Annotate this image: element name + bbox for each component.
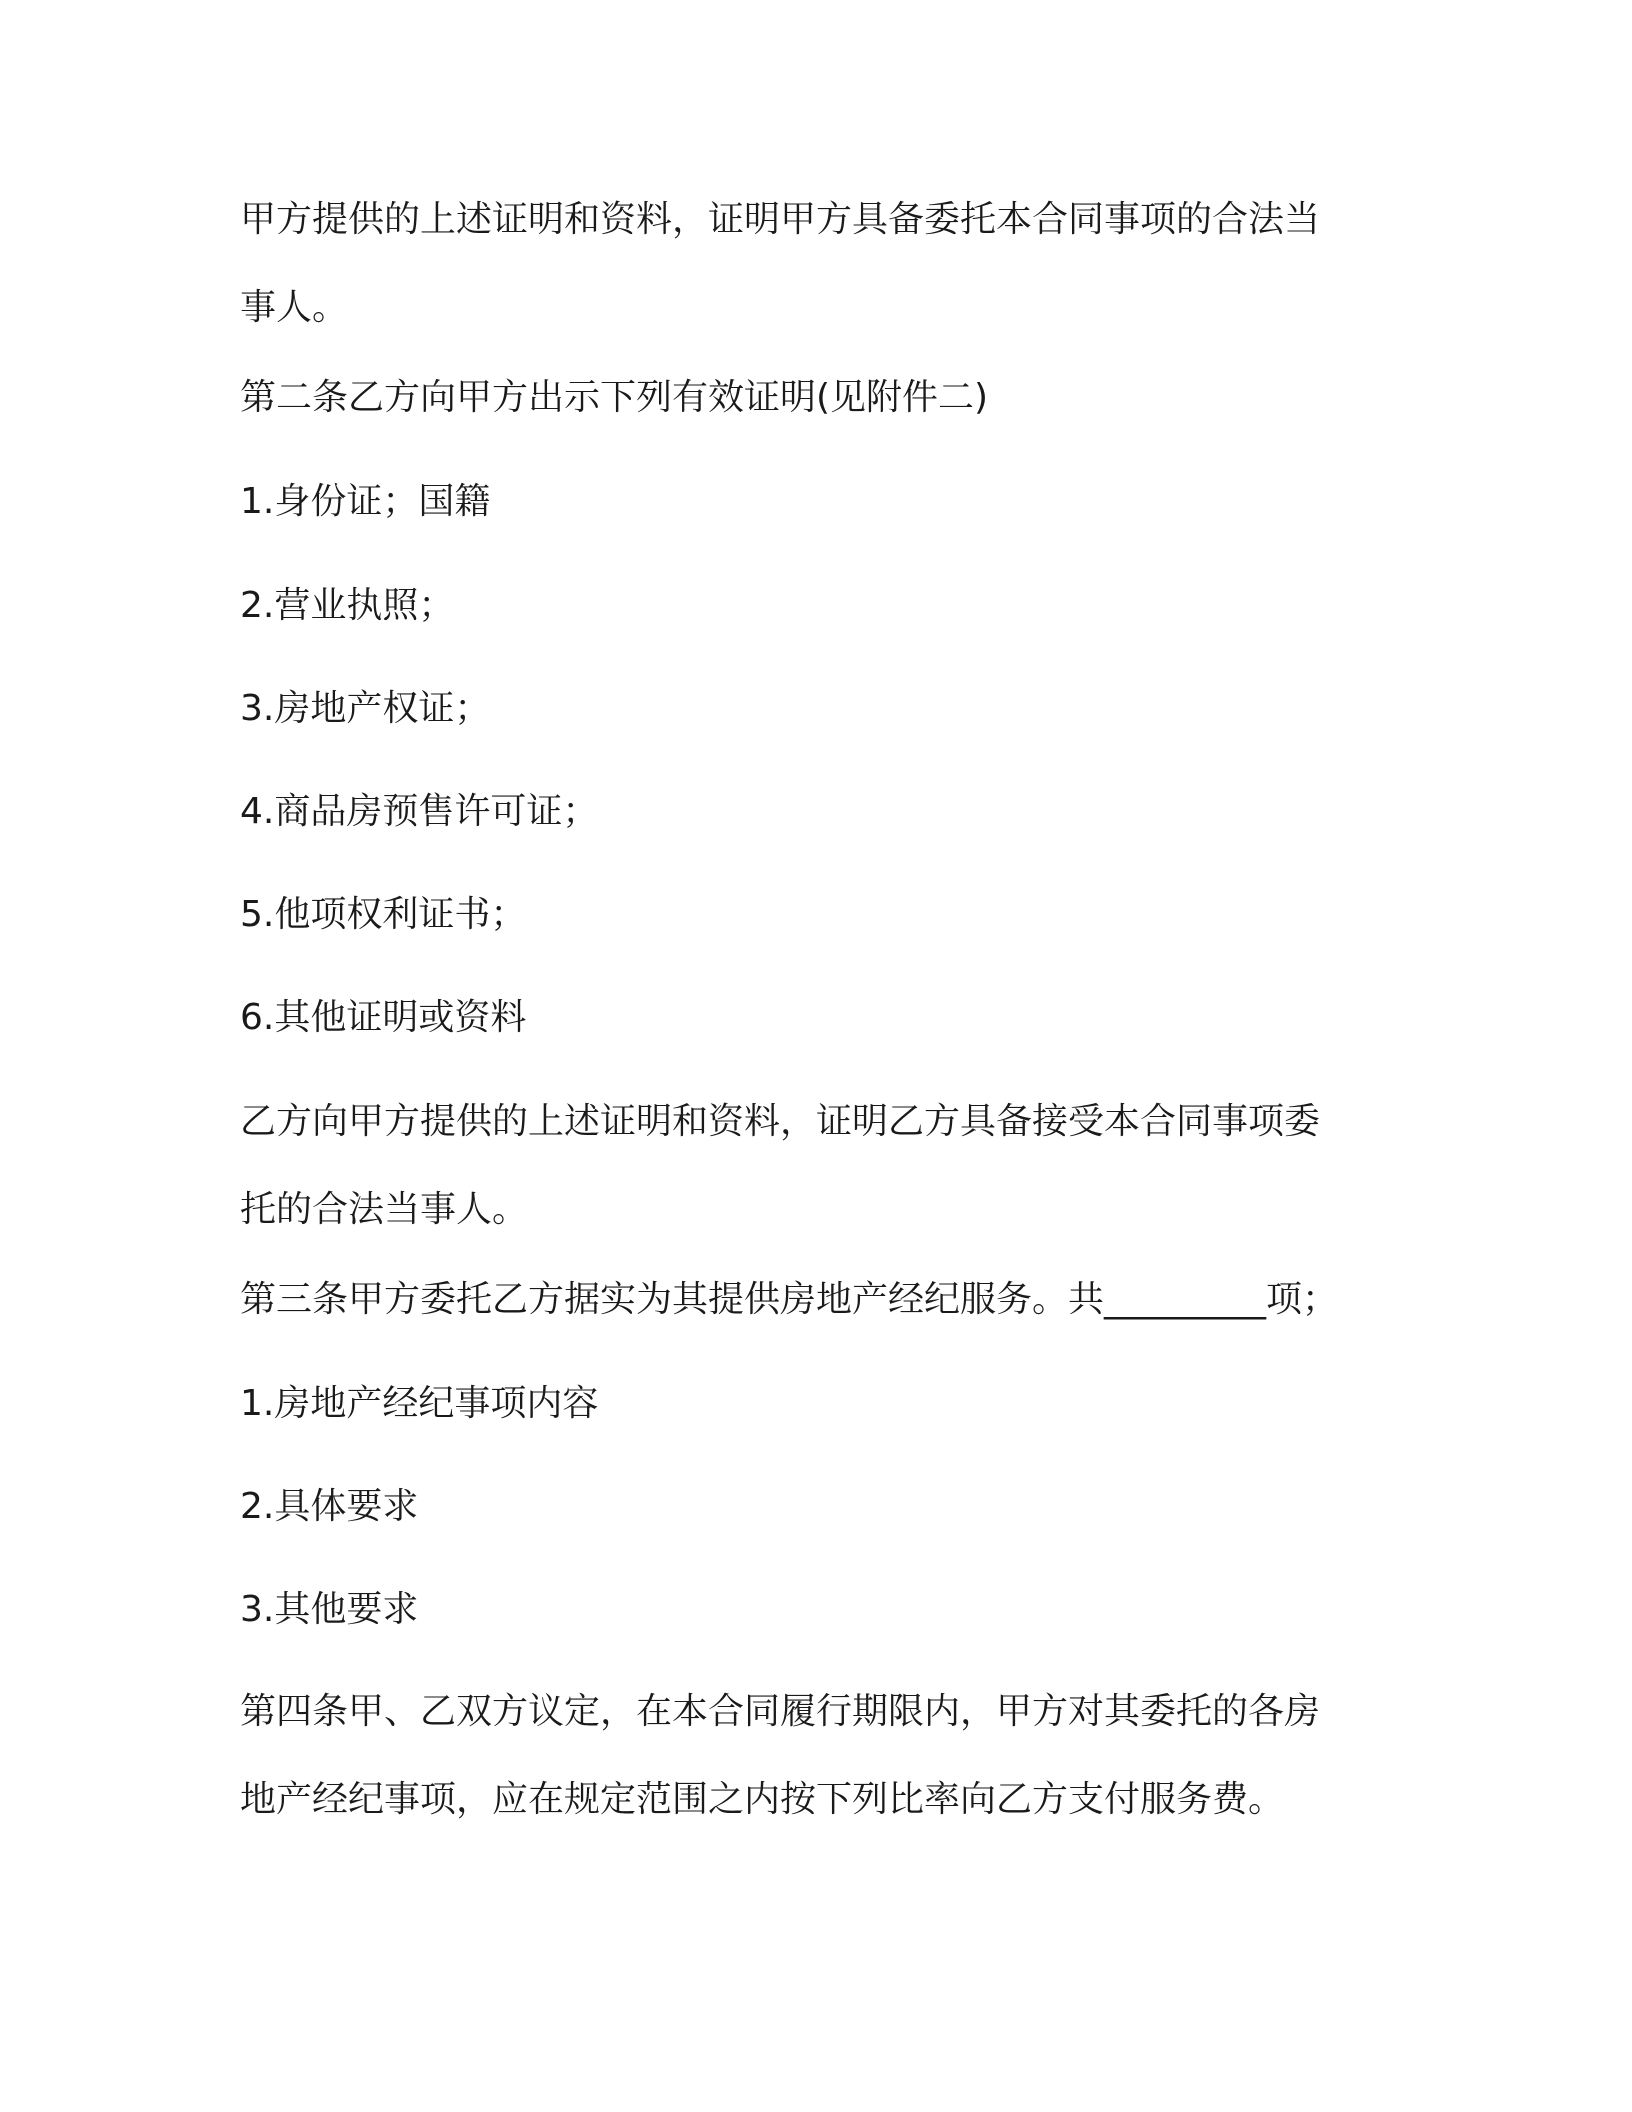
text-line: 5.他项权利证书； [240,894,527,935]
text-line: 6.其他证明或资料 [240,997,527,1038]
list-item-id-card [240,458,1390,546]
article-3-heading [240,1256,1390,1344]
text-line: 1.房地产经纪事项内容 [240,1383,599,1424]
list-item-property-certificate [240,665,1390,753]
text-line: 4.商品房预售许可证； [240,791,599,832]
text-line: 1.身份证；国籍 [240,481,491,522]
text-line: 乙方向甲方提供的上述证明和资料，证明乙方具备接受本合同事项委 [240,1101,1321,1142]
text-line: 3.房地产权证； [240,688,491,729]
list-item-brokerage-content [240,1360,1390,1448]
paragraph-party-b-qualification [240,1078,1390,1254]
text-line: 托的合法当事人。 [240,1189,529,1230]
text-line: 第二条乙方向甲方出示下列有效证明(见附件二) [240,377,989,418]
paragraph-party-a-qualification [240,176,1390,352]
list-item-presale-permit [240,768,1390,856]
text-line: 第三条甲方委托乙方据实为其提供房地产经纪服务。共_________项； [240,1279,1339,1320]
text-line: 3.其他要求 [240,1589,419,1630]
text-line: 2.营业执照； [240,585,455,626]
list-item-other-documents [240,974,1390,1062]
text-line: 甲方提供的上述证明和资料，证明甲方具备委托本合同事项的合法当 [240,199,1321,240]
text-line: 2.具体要求 [240,1486,419,1527]
list-item-business-license [240,562,1390,650]
text-line: 地产经纪事项，应在规定范围之内按下列比率向乙方支付服务费。 [240,1779,1285,1820]
text-line: 第四条甲、乙双方议定，在本合同履行期限内，甲方对其委托的各房 [240,1691,1321,1732]
list-item-other-requirements [240,1566,1390,1654]
article-2-heading [240,354,1390,442]
list-item-other-rights-certificate [240,871,1390,959]
list-item-specific-requirements [240,1463,1390,1551]
text-line: 事人。 [240,287,349,328]
article-4-paragraph [240,1668,1390,1844]
